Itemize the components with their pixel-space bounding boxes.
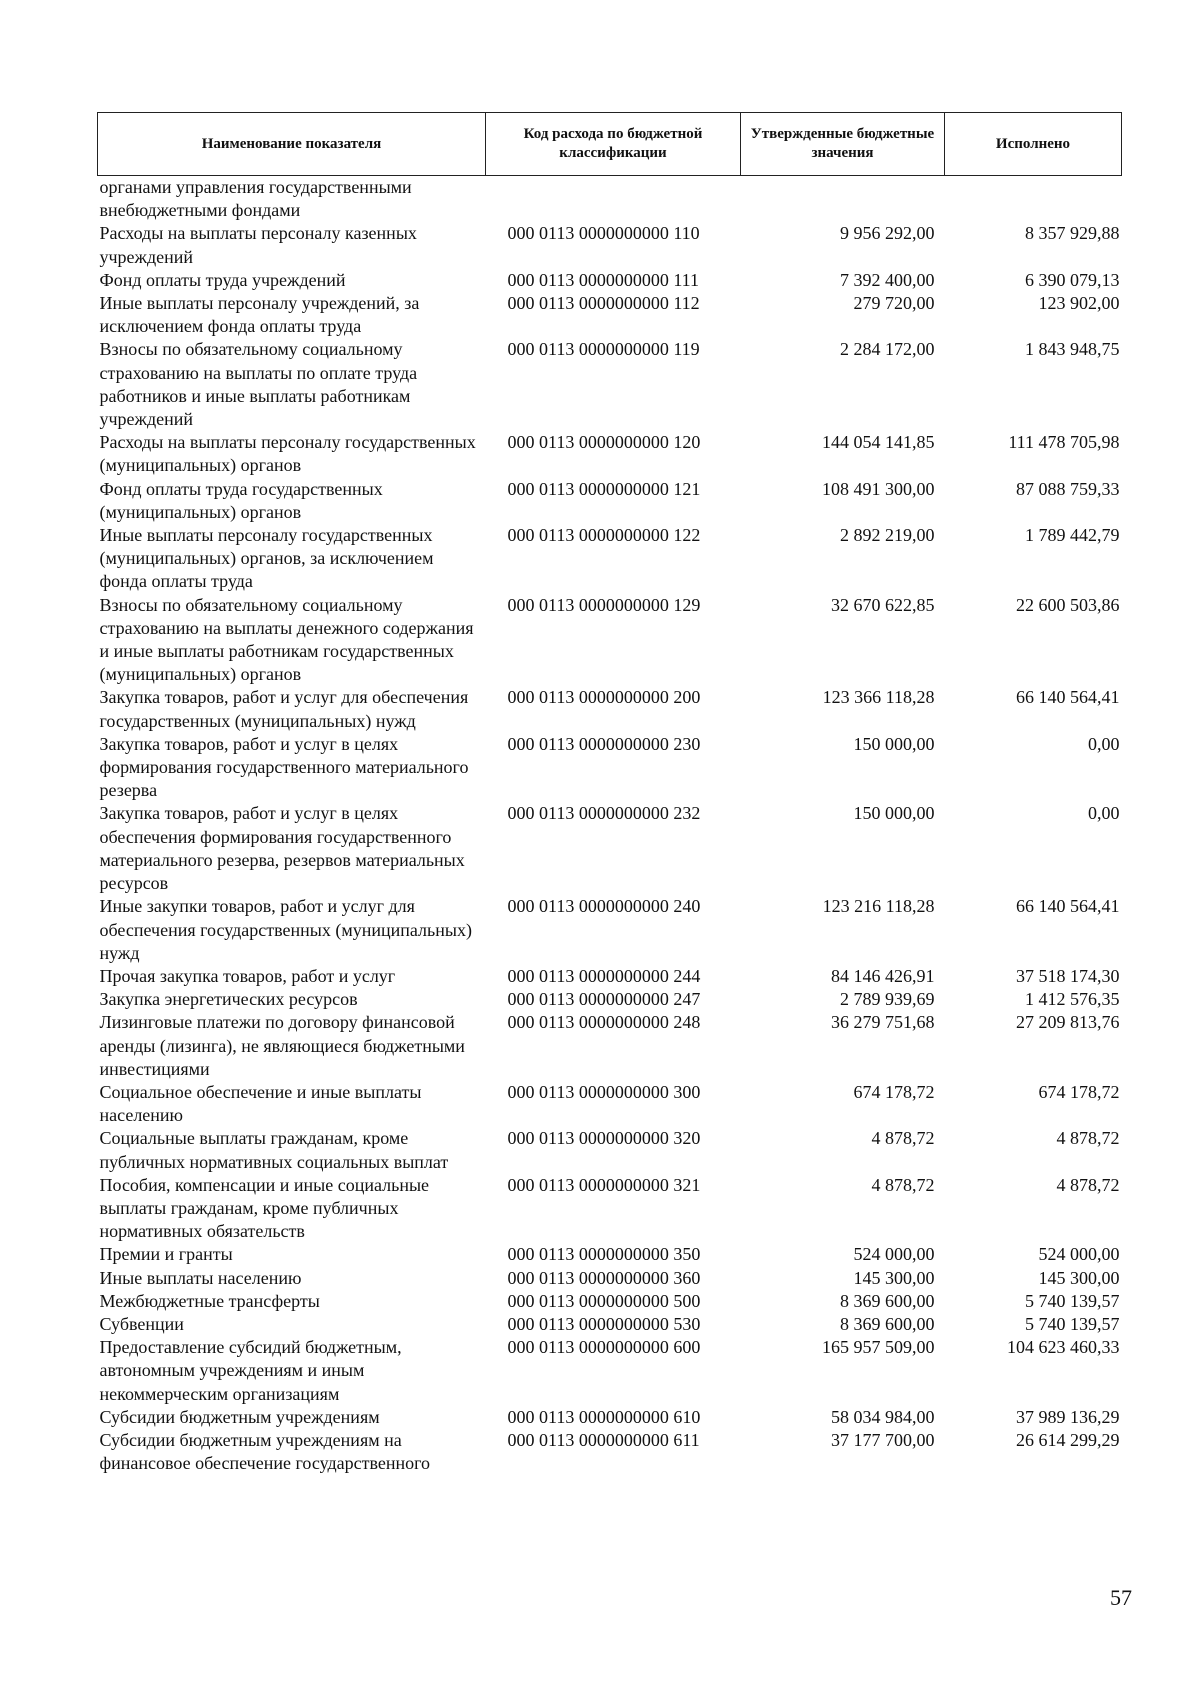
row-approved-cell: 279 720,00 [853, 293, 935, 314]
row-executed-cell: 123 902,00 [1038, 293, 1120, 314]
row-executed-cell: 674 178,72 [1038, 1081, 1120, 1102]
row-name-cell: Взносы по обязательному социальному страхованию на выплаты по оплате труда работников и иные выплаты работникам учреждений [99, 339, 418, 430]
row-executed-cell: 1 789 442,79 [1025, 525, 1120, 546]
row-executed-cell: 5 740 139,57 [1025, 1290, 1120, 1311]
row-approved-cell: 123 366 118,28 [822, 687, 935, 708]
row-approved-cell: 7 392 400,00 [840, 269, 935, 290]
row-name-cell: Иные выплаты персоналу государственных (муниципальных) органов, за исключением фонда оплаты труда [99, 525, 434, 592]
row-approved-cell: 4 878,72 [871, 1174, 935, 1195]
row-executed-cell: 66 140 564,41 [1016, 687, 1120, 708]
row-name-cell: Закупка товаров, работ и услуг в целях обеспечения формирования государственного материального резерва, резервов материальных ресурсов [99, 803, 465, 894]
row-approved-cell: 165 957 509,00 [822, 1337, 935, 1358]
row-name-cell: Социальное обеспечение и иные выплаты населению [99, 1081, 422, 1126]
table-row [98, 733, 1122, 803]
row-approved-cell: 524 000,00 [853, 1244, 935, 1265]
row-name-cell: Социальные выплаты гражданам, кроме публичных нормативных социальных выплат [99, 1128, 449, 1172]
table-row [98, 338, 1122, 431]
row-name-cell: Иные выплаты персоналу учреждений, за исключением фонда оплаты труда [99, 293, 420, 337]
row-approved-cell: 9 956 292,00 [840, 223, 935, 244]
table-row [98, 1313, 1122, 1336]
table-row [98, 988, 1122, 1011]
table-row [98, 895, 1122, 965]
row-code-cell: 000 0113 0000000000 111 [507, 269, 699, 290]
row-executed-cell: 1 412 576,35 [1025, 989, 1120, 1010]
row-code-cell [486, 176, 741, 223]
table-row [98, 222, 1122, 268]
row-approved-cell: 145 300,00 [853, 1267, 935, 1288]
row-code-cell: 000 0113 0000000000 248 [507, 1012, 701, 1033]
row-executed-cell: 524 000,00 [1038, 1244, 1120, 1265]
row-executed-cell: 66 140 564,41 [1016, 896, 1120, 917]
row-approved-cell: 144 054 141,85 [822, 432, 935, 453]
row-name-cell: Субвенции [99, 1313, 184, 1334]
row-name-cell: Прочая закупка товаров, работ и услуг [99, 965, 396, 986]
header-row [98, 113, 1122, 176]
header-executed: Исполнено [945, 113, 1122, 176]
row-approved-cell: 58 034 984,00 [831, 1406, 935, 1427]
table-row [98, 1174, 1122, 1244]
table-row [98, 686, 1122, 732]
row-approved-cell: 108 491 300,00 [822, 478, 935, 499]
table-row [98, 1267, 1122, 1290]
row-name-cell: Расходы на выплаты персоналу государственных (муниципальных) органов [99, 432, 476, 476]
row-code-cell: 000 0113 0000000000 121 [507, 478, 701, 499]
row-approved-cell: 8 369 600,00 [840, 1313, 935, 1334]
row-approved-cell: 37 177 700,00 [831, 1429, 935, 1450]
row-name-cell: Закупка энергетических ресурсов [99, 989, 358, 1010]
row-executed-cell: 27 209 813,76 [1016, 1012, 1120, 1033]
row-code-cell: 000 0113 0000000000 110 [507, 223, 700, 244]
row-name-cell: Лизинговые платежи по договору финансовой аренды (лизинга), не являющиеся бюджетными инвестициями [99, 1012, 465, 1079]
row-code-cell: 000 0113 0000000000 300 [507, 1081, 701, 1102]
table-row [98, 292, 1122, 338]
row-code-cell: 000 0113 0000000000 129 [507, 594, 701, 615]
row-executed-cell: 0,00 [1088, 803, 1120, 824]
table-row [98, 1127, 1122, 1173]
row-name-cell: Предоставление субсидий бюджетным, автономным учреждениям и иным некоммерческим организациям [99, 1337, 402, 1404]
row-approved-cell: 4 878,72 [871, 1128, 935, 1149]
row-code-cell: 000 0113 0000000000 247 [507, 989, 701, 1010]
row-approved-cell [741, 176, 945, 223]
table-row [98, 1243, 1122, 1266]
row-executed-cell: 4 878,72 [1056, 1174, 1120, 1195]
row-executed-cell: 5 740 139,57 [1025, 1313, 1120, 1334]
header-name: Наименование показателя [98, 113, 486, 176]
row-code-cell: 000 0113 0000000000 600 [507, 1337, 701, 1358]
row-code-cell: 000 0113 0000000000 350 [507, 1244, 701, 1265]
row-executed-cell: 26 614 299,29 [1016, 1429, 1120, 1450]
row-name-cell: Иные выплаты населению [99, 1267, 302, 1288]
table-row [98, 1290, 1122, 1313]
row-approved-cell: 36 279 751,68 [831, 1012, 935, 1033]
table-row [98, 594, 1122, 687]
row-approved-cell: 123 216 118,28 [822, 896, 935, 917]
row-approved-cell: 2 892 219,00 [840, 525, 935, 546]
row-code-cell: 000 0113 0000000000 360 [507, 1267, 701, 1288]
row-approved-cell: 674 178,72 [853, 1081, 935, 1102]
row-code-cell: 000 0113 0000000000 112 [507, 293, 700, 314]
row-name-cell: Пособия, компенсации и иные социальные выплаты гражданам, кроме публичных нормативных обязательств [99, 1174, 430, 1242]
page-number: 57 [1110, 1585, 1132, 1610]
table-row [98, 1406, 1122, 1429]
budget-report-sheet [97, 112, 1121, 1475]
row-executed-cell [945, 176, 1122, 223]
row-code-cell: 000 0113 0000000000 610 [507, 1406, 701, 1427]
row-approved-cell: 150 000,00 [853, 733, 935, 754]
row-executed-cell: 8 357 929,88 [1025, 223, 1120, 244]
row-executed-cell: 87 088 759,33 [1016, 478, 1120, 499]
table-row [98, 1081, 1122, 1127]
table-header [98, 113, 1122, 176]
row-name-cell: Закупка товаров, работ и услуг для обеспечения государственных (муниципальных) нужд [99, 687, 469, 731]
row-approved-cell: 8 369 600,00 [840, 1290, 935, 1311]
row-code-cell: 000 0113 0000000000 240 [507, 896, 701, 917]
table-row [98, 965, 1122, 988]
row-code-cell: 000 0113 0000000000 530 [507, 1313, 701, 1334]
row-code-cell: 000 0113 0000000000 120 [507, 432, 701, 453]
row-name-cell: органами управления государственными внебюджетными фондами [99, 177, 412, 221]
row-executed-cell: 37 989 136,29 [1016, 1406, 1120, 1427]
row-code-cell: 000 0113 0000000000 119 [507, 339, 700, 360]
row-executed-cell: 0,00 [1088, 733, 1120, 754]
row-name-cell: Иные закупки товаров, работ и услуг для обеспечения государственных (муниципальных) нужд [99, 896, 472, 963]
row-code-cell: 000 0113 0000000000 232 [507, 803, 701, 824]
row-name-cell: Взносы по обязательному социальному страхованию на выплаты денежного содержания и иные выплаты работникам государственных (муниципальных) органов [99, 594, 474, 685]
row-code-cell: 000 0113 0000000000 122 [507, 525, 701, 546]
row-executed-cell: 104 623 460,33 [1007, 1337, 1120, 1358]
row-code-cell: 000 0113 0000000000 320 [507, 1128, 701, 1149]
row-executed-cell: 1 843 948,75 [1025, 339, 1120, 360]
table-row [98, 1011, 1122, 1081]
row-name-cell: Расходы на выплаты персоналу казенных учреждений [99, 223, 417, 267]
header-approved: Утвержденные бюджетные значения [741, 113, 945, 176]
row-code-cell: 000 0113 0000000000 230 [507, 733, 701, 754]
table-body [98, 176, 1122, 1476]
row-executed-cell: 145 300,00 [1038, 1267, 1120, 1288]
row-code-cell: 000 0113 0000000000 611 [507, 1429, 700, 1450]
table-row [98, 524, 1122, 594]
row-name-cell: Фонд оплаты труда учреждений [99, 269, 346, 290]
row-approved-cell: 84 146 426,91 [831, 965, 935, 986]
row-name-cell: Субсидии бюджетным учреждениям [99, 1406, 380, 1427]
row-name-cell: Премии и гранты [99, 1244, 233, 1265]
table-row [98, 478, 1122, 524]
row-approved-cell: 150 000,00 [853, 803, 935, 824]
row-name-cell: Межбюджетные трансферты [99, 1290, 320, 1311]
table-row [98, 1429, 1122, 1475]
budget-execution-table [97, 112, 1122, 1475]
row-code-cell: 000 0113 0000000000 200 [507, 687, 701, 708]
table-row [98, 431, 1122, 477]
row-name-cell: Закупка товаров, работ и услуг в целях формирования государственного материального резерва [99, 733, 469, 801]
table-row [98, 802, 1122, 895]
row-code-cell: 000 0113 0000000000 500 [507, 1290, 701, 1311]
row-approved-cell: 32 670 622,85 [831, 594, 935, 615]
table-row [98, 176, 1122, 223]
row-executed-cell: 6 390 079,13 [1025, 269, 1120, 290]
row-approved-cell: 2 789 939,69 [840, 989, 935, 1010]
header-code: Код расхода по бюджетной классификации [486, 113, 741, 176]
row-executed-cell: 22 600 503,86 [1016, 594, 1120, 615]
row-name-cell: Субсидии бюджетным учреждениям на финансовое обеспечение государственного [99, 1429, 431, 1474]
row-name-cell: Фонд оплаты труда государственных (муниципальных) органов [99, 478, 383, 522]
row-code-cell: 000 0113 0000000000 244 [507, 965, 701, 986]
table-row [98, 1336, 1122, 1406]
row-executed-cell: 4 878,72 [1056, 1128, 1120, 1149]
row-code-cell: 000 0113 0000000000 321 [507, 1174, 701, 1195]
row-executed-cell: 111 478 705,98 [1008, 432, 1120, 453]
table-row [98, 269, 1122, 292]
row-executed-cell: 37 518 174,30 [1016, 965, 1120, 986]
row-approved-cell: 2 284 172,00 [840, 339, 935, 360]
